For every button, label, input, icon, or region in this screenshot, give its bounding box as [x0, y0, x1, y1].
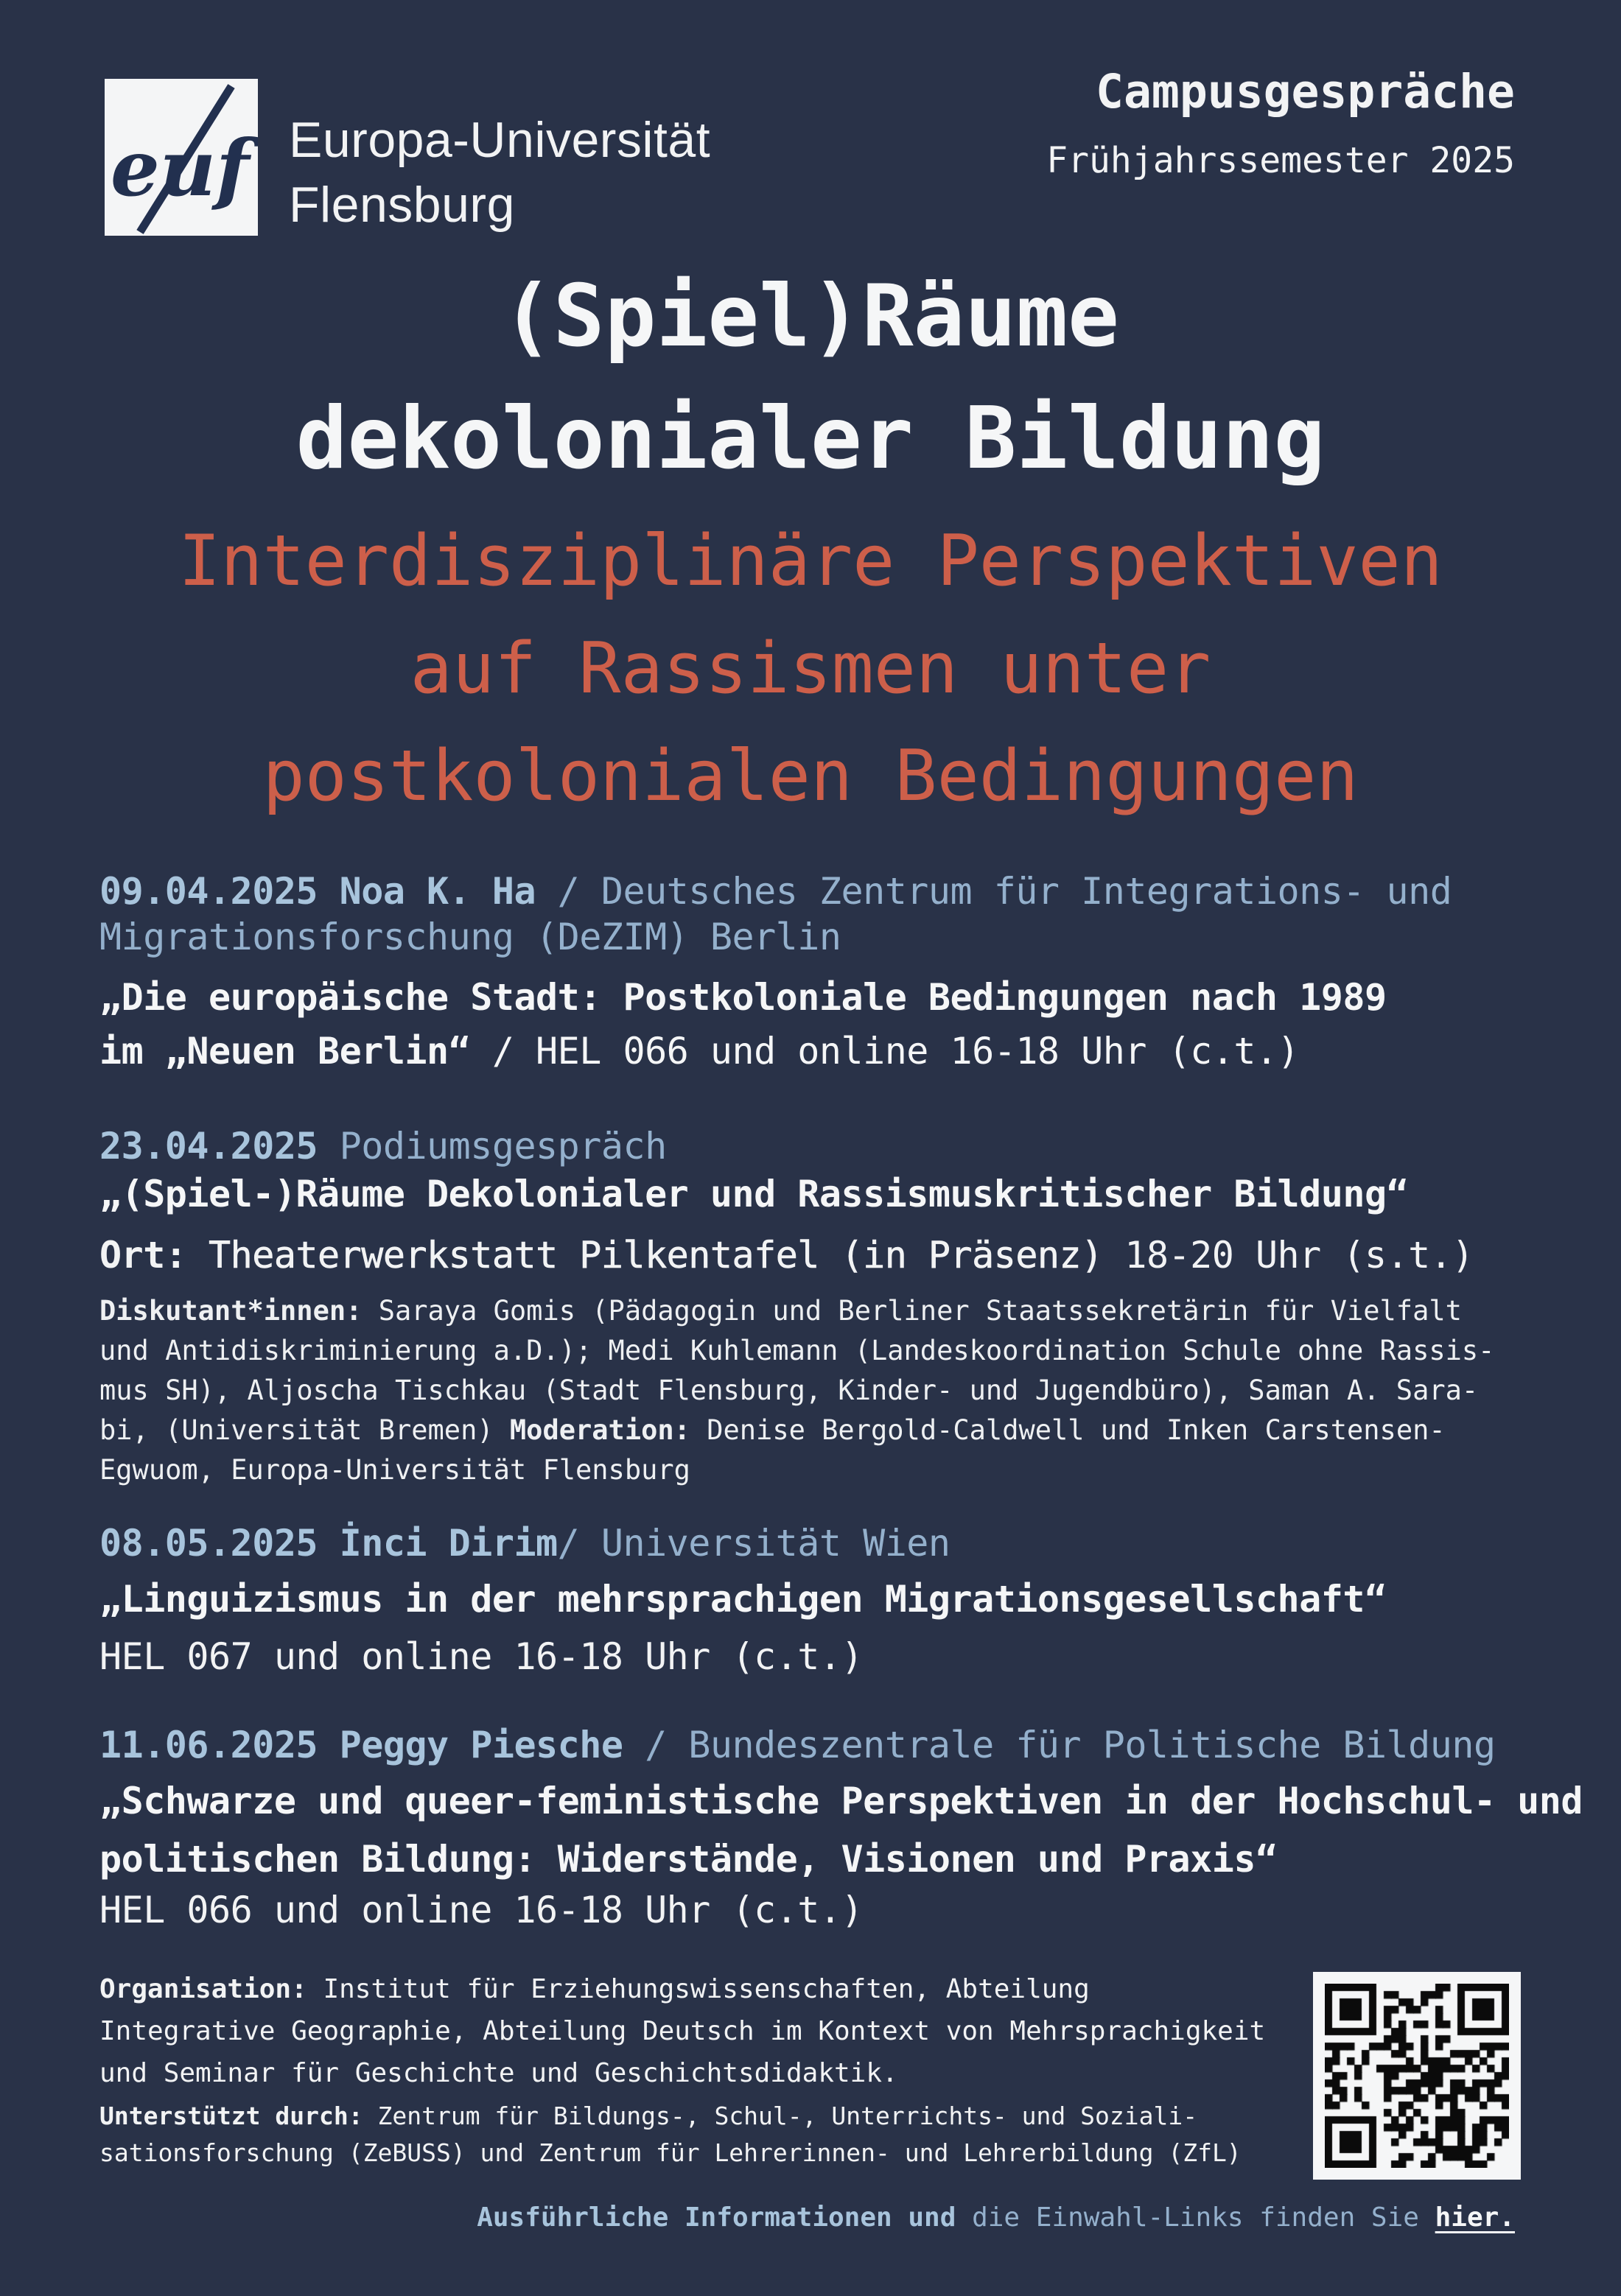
- event2-venue: Theaterwerkstatt Pilkentafel (in Präsenz): [186, 1234, 1125, 1277]
- event2-talk-title: [99, 1168, 1533, 1221]
- support-block: [99, 2098, 1242, 2172]
- event1-talk-title: [99, 971, 1533, 1078]
- panelists-line4: bi, (Universität Bremen): [99, 1414, 510, 1446]
- event3-affiliation: / Universität Wien: [557, 1522, 950, 1565]
- event3-location-line: HEL 067 und online 16-18 Uhr (c.t.): [99, 1635, 864, 1678]
- euf-logo-text: euf: [111, 122, 250, 214]
- event3-talk-title-line: „Linguizismus in der mehrsprachigen Migrationsgesellschaft“: [99, 1578, 1387, 1621]
- event4-talk-title: [99, 1772, 1583, 1889]
- footer-info-rest: die Einwahl-Links finden Sie: [956, 2202, 1435, 2233]
- event1-talk-title-line1: „Die europäische Stadt: Postkoloniale Bedingungen nach 1989: [99, 976, 1387, 1019]
- event1-date-speaker: 09.04.2025 Noa K. Ha: [99, 870, 536, 913]
- event2-panelists: [99, 1291, 1533, 1490]
- event2-header: [99, 1123, 1533, 1169]
- event2-ort-label: Ort:: [99, 1234, 187, 1277]
- poster-subtitle-line1: Interdisziplinäre Perspektiven: [178, 521, 1443, 602]
- event2-date: 23.04.2025: [99, 1125, 318, 1168]
- event2-location-line: [99, 1229, 1533, 1282]
- event3-date-speaker: 08.05.2025 İnci Dirim: [99, 1522, 558, 1565]
- event4-location-line: HEL 066 und online 16-18 Uhr (c.t.): [99, 1889, 864, 1931]
- event3-location-time: [99, 1630, 1533, 1684]
- support-line2: sationsforschung (ZeBUSS) und Zentrum für Lehrerinnen- und Lehrerbildung (ZfL): [99, 2138, 1242, 2167]
- event1-header: [99, 868, 1533, 960]
- poster-subtitle: [0, 508, 1621, 830]
- series-title: Campusgespräche: [1096, 65, 1515, 119]
- support-label: Unterstützt durch:: [99, 2102, 363, 2130]
- event4-date-speaker: 11.06.2025 Peggy Piesche: [99, 1724, 623, 1766]
- event2-time: 18-20 Uhr (s.t.): [1124, 1234, 1474, 1277]
- panelists-line5: Egwuom, Europa-Universität Flensburg: [99, 1454, 690, 1486]
- event1-affiliation-line2: Migrationsforschung (DeZIM) Berlin: [99, 916, 841, 958]
- semester-label: Frühjahrssemester 2025: [1046, 140, 1515, 181]
- poster-subtitle-line3: postkolonialen Bedingungen: [262, 736, 1359, 817]
- event1-location-time: / HEL 066 und online 16-18 Uhr (c.t.): [470, 1030, 1300, 1072]
- footer-info: [477, 2202, 1515, 2234]
- panelists-label: Diskutant*innen:: [99, 1295, 363, 1327]
- support-line1: Zentrum für Bildungs-, Schul-, Unterrichts- und Soziali-: [363, 2102, 1198, 2130]
- footer-hier-link[interactable]: hier.: [1435, 2202, 1515, 2233]
- event4-location-time: [99, 1884, 1533, 1937]
- euf-logo-glyph-svg: [105, 79, 258, 236]
- panelists-line2: und Antidiskriminierung a.D.); Medi Kuhlemann (Landeskoordination Schule ohne Rassis-: [99, 1335, 1495, 1366]
- event2-talk-title-line: „(Spiel-)Räume Dekolonialer und Rassismuskritischer Bildung“: [99, 1173, 1409, 1215]
- poster-title-line2: dekolonialer Bildung: [295, 389, 1326, 488]
- organisation-line1: Institut für Erziehungswissenschaften, Abteilung: [307, 1974, 1090, 2004]
- panelists-line3: mus SH), Aljoscha Tischkau (Stadt Flensburg, Kinder- und Jugendbüro), Saman A. Sara-: [99, 1375, 1479, 1406]
- poster-title: [0, 256, 1621, 500]
- organisation-line2: Integrative Geographie, Abteilung Deutsch im Kontext von Mehrsprachigkeit: [99, 2016, 1266, 2046]
- euf-logo-icon: [105, 79, 258, 236]
- organisation-line3: und Seminar für Geschichte und Geschichtsdidaktik.: [99, 2058, 898, 2088]
- moderation-label: Moderation:: [509, 1414, 690, 1446]
- organisation-label: Organisation:: [99, 1974, 307, 2004]
- event1-talk-title-line2: im „Neuen Berlin“: [99, 1030, 471, 1072]
- event2-type: Podiumsgespräch: [318, 1125, 667, 1168]
- footer-info-bold: Ausführliche Informationen und: [477, 2202, 956, 2233]
- poster-subtitle-line2: auf Rassismen unter: [410, 628, 1211, 709]
- university-name: [289, 108, 710, 237]
- event4-affiliation: / Bundeszentrale für Politische Bildung: [623, 1724, 1496, 1766]
- university-name-line1: Europa-Universität: [289, 112, 711, 168]
- organisation-block: [99, 1968, 1265, 2094]
- qr-code: [1313, 1972, 1521, 2180]
- university-name-line2: Flensburg: [289, 177, 515, 233]
- event4-talk-title-line1: „Schwarze und queer-feministische Perspektiven in der Hochschul- und: [99, 1780, 1583, 1822]
- event1-affiliation: / Deutsches Zentrum für Integrations- und: [536, 870, 1452, 913]
- event3-talk-title: [99, 1573, 1533, 1626]
- panelists-line1: Saraya Gomis (Pädagogin und Berliner Staatssekretärin für Vielfalt: [362, 1295, 1462, 1327]
- event4-header: [99, 1722, 1533, 1768]
- event4-talk-title-line2: politischen Bildung: Widerstände, Visionen und Praxis“: [99, 1838, 1278, 1881]
- event3-header: [99, 1520, 1533, 1566]
- moderation-names: Denise Bergold-Caldwell und Inken Carstensen-: [690, 1414, 1446, 1446]
- poster-title-line1: (Spiel)Räume: [501, 267, 1120, 366]
- qr-code-image: [1325, 1984, 1509, 2168]
